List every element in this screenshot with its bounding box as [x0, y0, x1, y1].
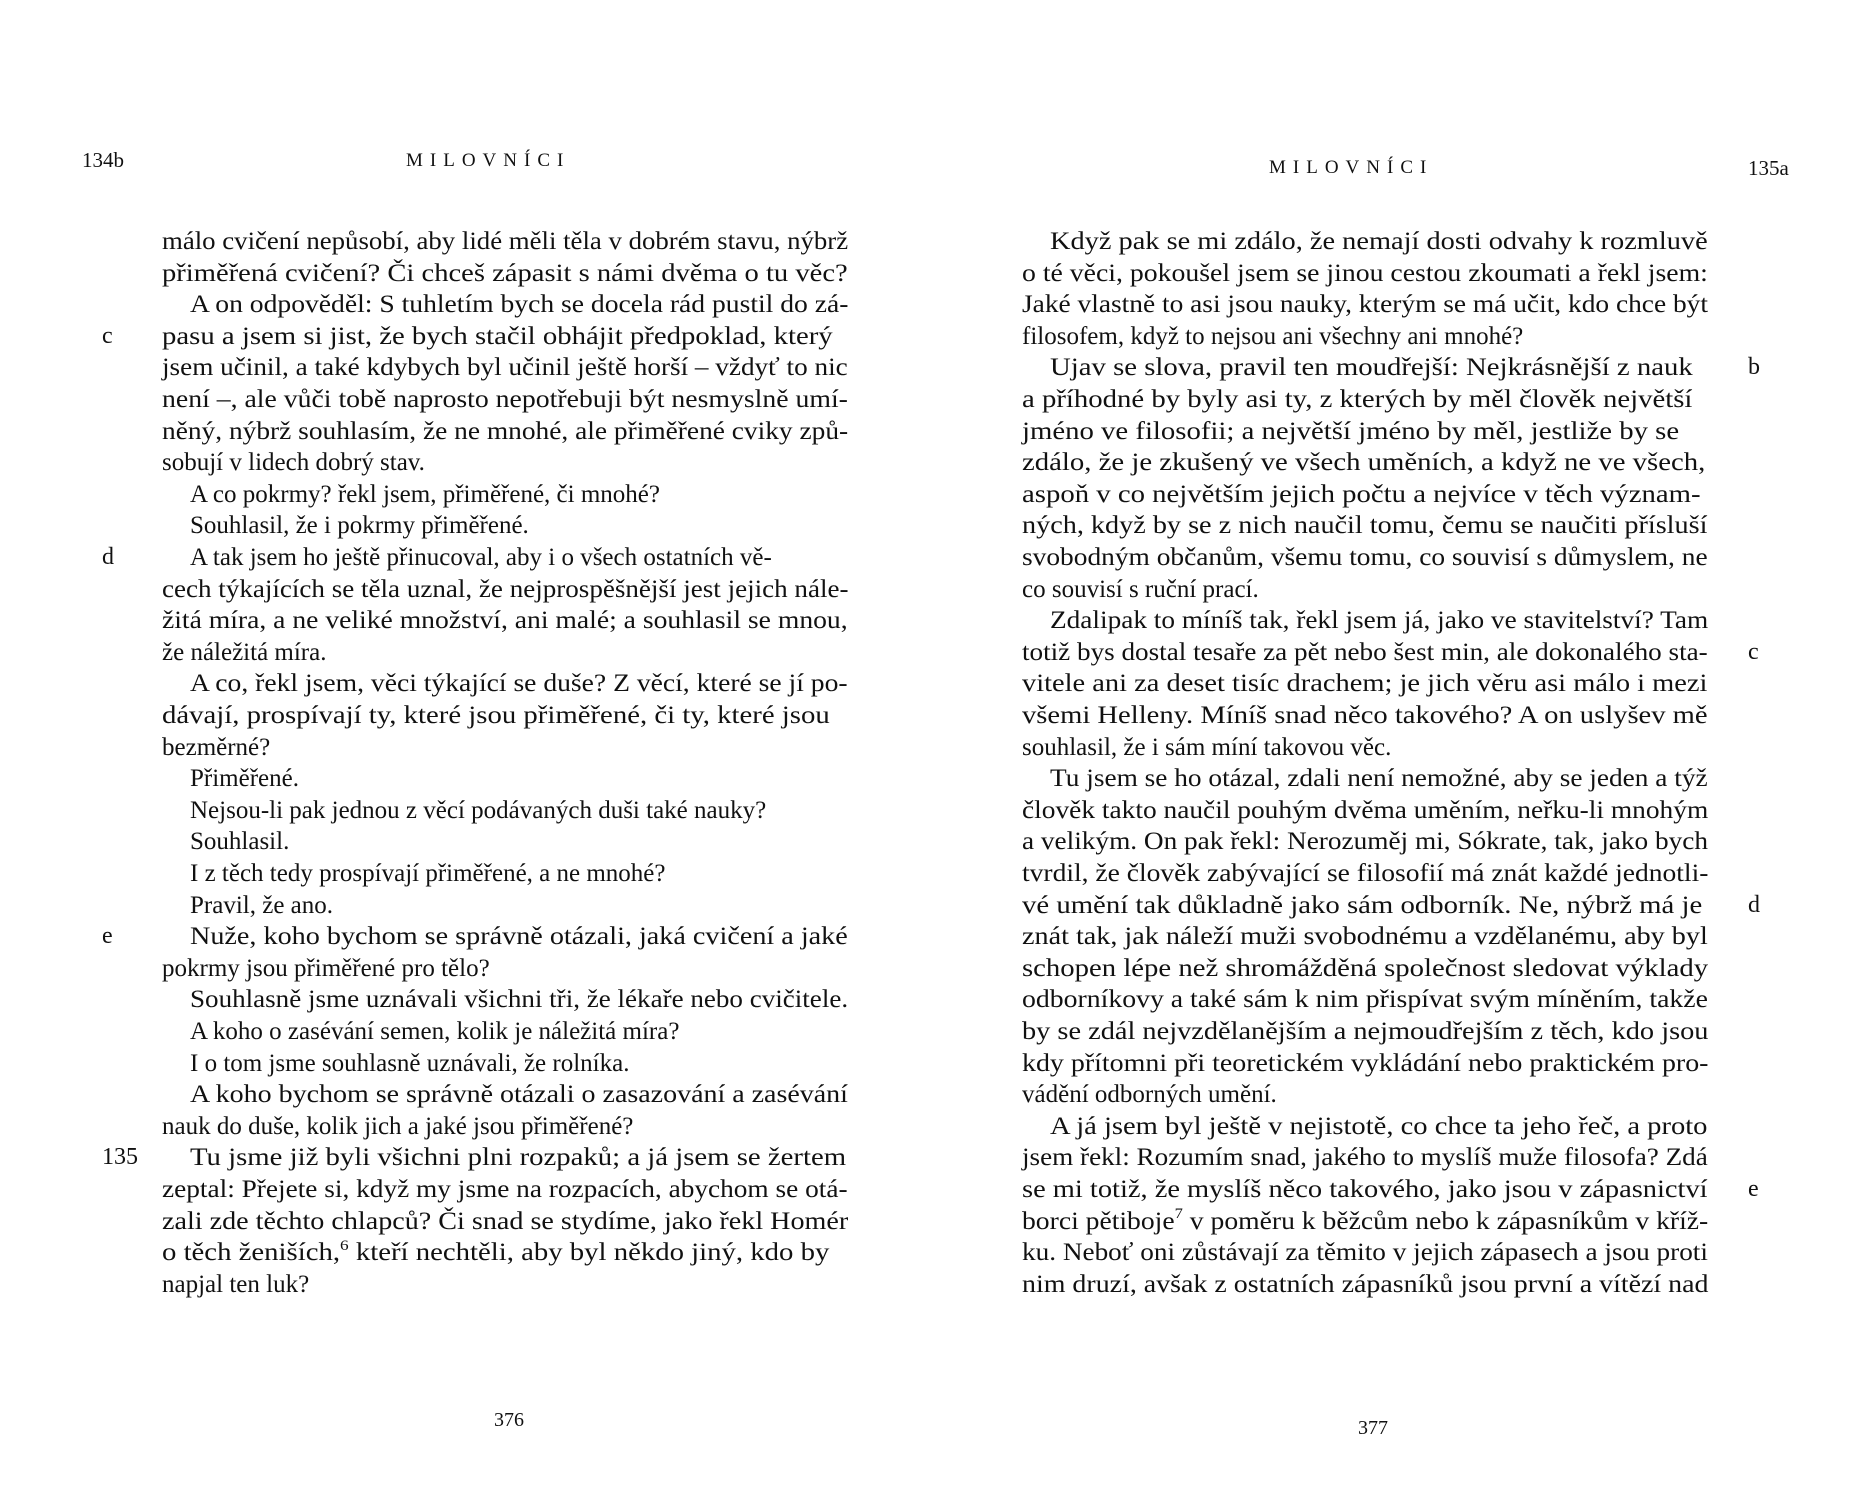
text-line [162, 226, 848, 257]
line-text: že náležitá míra. [162, 638, 327, 666]
margin-reference: c [1748, 638, 1759, 665]
text-line [1022, 447, 1705, 478]
line-text: zdálo, že je zkušený ve všech uměních, a když ne ve všech, [1022, 449, 1706, 477]
margin-reference: c [102, 322, 113, 349]
line-text: kdy přítomni při teoretickém vykládání nebo praktickém pro- [1022, 1049, 1709, 1077]
line-text: I z těch tedy prospívají přiměřené, a ne mnohé? [190, 860, 666, 887]
text-line [1022, 510, 1707, 541]
text-line [1022, 258, 1708, 289]
text-line [190, 921, 848, 952]
text-line [1022, 700, 1708, 731]
line-text: by se zdál nejvzdělanějším a nejmoudřejším z těch, kdo jsou [1022, 1018, 1709, 1045]
text-line [1022, 732, 1391, 763]
text-line [162, 574, 848, 605]
line-text: schopen lépe než shromážděná společnost sledovat výklady [1022, 954, 1709, 982]
line-text: Když pak se mi zdálo, že nemají dosti odvahy k rozmluvě [1050, 228, 1708, 255]
text-line [190, 795, 766, 826]
text-line [162, 953, 490, 984]
text-line [162, 258, 848, 289]
line-text: A co pokrmy? řekl jsem, přiměřené, či mnohé? [190, 480, 660, 508]
stephanus-reference: 135a [1748, 156, 1789, 180]
text-line [1050, 226, 1708, 257]
line-text: a velikým. On pak řekl: Nerozuměj mi, Sókrate, tak, jako bych [1022, 828, 1708, 856]
line-text: nauk do duše, kolik jich a jaké jsou přiměřené? [162, 1112, 634, 1140]
line-text: odborníkovy a také sám k nim přispívat svým míněním, takže [1022, 986, 1708, 1014]
text-line [162, 1206, 848, 1237]
line-text: A koho o zasévání semen, kolik je náležitá míra? [190, 1018, 680, 1045]
text-line [190, 1142, 846, 1173]
line-text: všemi Helleny. Míníš snad něco takového? A on uslyšev mě [1022, 702, 1708, 729]
line-text: souhlasil, že i sám míní takovou věc. [1022, 733, 1392, 761]
line-text: znát tak, jak náleží muži svobodnému a vzdělanému, aby byl [1022, 923, 1708, 951]
text-line [190, 668, 848, 699]
text-line [190, 763, 299, 794]
text-line [190, 1016, 679, 1047]
text-line [1022, 416, 1679, 447]
text-line [1050, 763, 1708, 794]
line-text: žitá míra, a ne veliké množství, ani malé; a souhlasil se mnou, [162, 607, 848, 635]
line-text: tvrdil, že člověk zabývající se filosofií má znát každé jednotli- [1022, 860, 1709, 887]
line-text: Nejsou-li pak jednou z věcí podávaných duši také nauky? [190, 796, 767, 824]
stephanus-reference: 134b [82, 148, 124, 172]
line-text: nim druzí, avšak z ostatních zápasníků jsou první a vítězí nad [1022, 1270, 1709, 1298]
text-line [1022, 795, 1708, 826]
line-text: ných, když by se z nich naučil tomu, čemu se naučiti přísluší [1022, 512, 1708, 540]
text-line [162, 321, 833, 352]
text-line [190, 479, 660, 510]
line-text: vádění odborných umění. [1022, 1081, 1277, 1109]
line-text: málo cvičení nepůsobí, aby lidé měli těla v dobrém stavu, nýbrž [162, 228, 849, 255]
text-line [1022, 542, 1708, 573]
line-text: aspoň v co největším jejich počtu a nejvíce v těch význam- [1022, 480, 1701, 508]
line-text: totiž bys dostal tesaře za pět nebo šest min, ale dokonalého sta- [1022, 638, 1708, 666]
line-text: člověk takto naučil pouhým dvěma uměním, neřku-li mnohým [1022, 796, 1709, 824]
running-title: MILOVNÍCI [406, 150, 571, 171]
margin-reference: 135 [102, 1144, 138, 1171]
line-text-continued: v poměru k běžcům nebo k zápasníkům v kříž- [1182, 1207, 1709, 1235]
text-line [1050, 1111, 1707, 1142]
text-line [1022, 1237, 1708, 1268]
footnote-marker: 6 [340, 1237, 349, 1254]
text-line [1022, 479, 1701, 510]
text-line [1022, 1142, 1708, 1173]
line-text: Jaké vlastně to asi jsou nauky, kterým se má učit, kdo chce být [1022, 291, 1708, 319]
right-page [931, 0, 1862, 1501]
text-line [1022, 826, 1708, 857]
line-text: něný, nýbrž souhlasím, že ne mnohé, ale přiměřené cviky způ- [162, 417, 849, 445]
line-text: jsem řekl: Rozumím snad, jakého to myslíš muže filosofa? Zdá [1022, 1144, 1708, 1172]
line-text: borci pětiboje [1022, 1207, 1175, 1235]
text-line [190, 890, 333, 921]
line-text: bezměrné? [162, 733, 271, 761]
text-line [1022, 1016, 1708, 1047]
line-text: vitele ani za deset tisíc drachem; je jich věru asi málo i mezi [1022, 670, 1708, 698]
text-line [190, 1079, 848, 1110]
line-text: cech týkajících se těla uznal, že nejprospěšnější jest jejich nále- [162, 575, 849, 603]
line-text: o té věci, pokoušel jsem se jinou cestou zkoumati a řekl jsem: [1022, 259, 1708, 287]
line-text: zali zde těchto chlapců? Či snad se stydíme, jako řekl Homér [162, 1207, 849, 1235]
line-text: vé umění tak důkladně jako sám odborník. Ne, nýbrž má je [1022, 891, 1703, 919]
running-title: MILOVNÍCI [1269, 157, 1434, 178]
line-text: Tu jsem se ho otázal, zdali není nemožné, aby se jeden a týž [1050, 765, 1708, 793]
margin-reference: e [1748, 1176, 1759, 1202]
line-text: A koho bychom se správně otázali o zasazování a zasévání [190, 1081, 848, 1109]
text-line [1022, 1174, 1708, 1205]
text-line [162, 447, 425, 478]
line-text: A já jsem byl ještě v nejistotě, co chce ta jeho řeč, a proto [1050, 1112, 1708, 1140]
page-number: 376 [494, 1409, 524, 1431]
footnote-marker: 7 [1174, 1206, 1183, 1223]
text-line [162, 1237, 829, 1268]
text-line [190, 826, 289, 857]
line-text: Ujav se slova, pravil ten moudřejší: Nejkrásnější z nauk [1050, 354, 1693, 382]
text-line [1050, 352, 1693, 383]
text-line [190, 1048, 629, 1079]
line-text: napjal ten luk? [162, 1270, 310, 1298]
line-text: dávají, prospívají ty, které jsou přiměřené, či ty, které jsou [162, 702, 830, 729]
line-text: A on odpověděl: S tuhletím bych se docela rád pustil do zá- [190, 291, 849, 319]
line-text: jsem učinil, a také kdybych byl učinil ještě horší – vždyť to nic [162, 354, 848, 382]
text-line [162, 352, 848, 383]
margin-reference: e [102, 923, 113, 950]
text-line [1022, 921, 1708, 952]
text-line [1022, 321, 1523, 352]
text-line [1022, 858, 1708, 889]
line-text: není –, ale vůči tobě naprosto nepotřebuji být nesmyslně umí- [162, 386, 848, 413]
line-text: Souhlasně jsme uznávali všichni tři, že lékaře nebo cvičitele. [190, 986, 849, 1014]
margin-reference: b [1748, 354, 1760, 381]
line-text: Nuže, koho bychom se správně otázali, jaká cvičení a jaké [190, 923, 848, 951]
line-text: se mi totiž, že myslíš něco takového, jako jsou v zápasnictví [1022, 1176, 1708, 1203]
line-text: Přiměřené. [190, 765, 299, 793]
text-line [162, 1269, 309, 1300]
text-line [1022, 890, 1702, 921]
text-line [162, 1111, 633, 1142]
text-line [162, 732, 270, 763]
text-line [1022, 1079, 1277, 1110]
text-line [1050, 605, 1708, 636]
line-text: a příhodné by byly asi ty, z kterých by měl člověk největší [1022, 386, 1693, 413]
text-line [190, 984, 848, 1015]
text-line [1022, 1206, 1708, 1237]
text-line [190, 510, 529, 541]
text-line [162, 700, 830, 731]
line-text: pasu a jsem si jist, že bych stačil obhájit předpoklad, který [162, 322, 833, 350]
page-number: 377 [1358, 1417, 1388, 1439]
text-line [162, 1174, 848, 1205]
text-line [162, 416, 848, 447]
line-text: A tak jsem ho ještě přinucoval, aby i o všech ostatních vě- [190, 544, 772, 571]
text-line [1022, 984, 1708, 1015]
text-line [1022, 1048, 1708, 1079]
line-text: Tu jsme již byli všichni plni rozpaků; a já jsem se žertem [190, 1144, 847, 1172]
line-text: co souvisí s ruční prací. [1022, 575, 1259, 603]
text-line [190, 542, 772, 573]
text-line [162, 637, 326, 668]
line-text: sobují v lidech dobrý stav. [162, 449, 425, 477]
text-line [162, 384, 848, 415]
line-text: jméno ve filosofii; a největší jméno by měl, jestliže by se [1022, 417, 1680, 445]
line-text: filosofem, když to nejsou ani všechny ani mnohé? [1022, 322, 1524, 350]
line-text: pokrmy jsou přiměřené pro tělo? [162, 954, 490, 982]
line-text: svobodným občanům, všemu tomu, co souvisí s důmyslem, ne [1022, 544, 1708, 571]
text-line [190, 858, 666, 889]
text-line [1022, 574, 1259, 605]
text-line [1022, 1269, 1708, 1300]
line-text: ku. Neboť oni zůstávají za těmito v jejich zápasech a jsou proti [1022, 1239, 1708, 1267]
line-text: I o tom jsme souhlasně uznávali, že rolníka. [190, 1049, 630, 1077]
line-text-continued: kteří nechtěli, aby byl někdo jiný, kdo by [348, 1239, 830, 1267]
text-line [1022, 289, 1708, 320]
text-line [190, 289, 848, 320]
line-text: zeptal: Přejete si, když my jsme na rozpacích, abychom se otá- [162, 1176, 848, 1203]
line-text: A co, řekl jsem, věci týkající se duše? Z věcí, které se jí po- [190, 670, 848, 698]
text-line [1022, 953, 1708, 984]
text-line [1022, 668, 1707, 699]
line-text: Zdalipak to míníš tak, řekl jsem já, jako ve stavitelství? Tam [1050, 607, 1709, 635]
line-text: o těch ženiších, [162, 1239, 341, 1267]
line-text: Souhlasil. [190, 828, 290, 856]
text-line [1022, 384, 1692, 415]
text-line [162, 605, 848, 636]
margin-reference: d [102, 544, 114, 570]
line-text: Souhlasil, že i pokrmy přiměřené. [190, 512, 529, 540]
line-text: Pravil, že ano. [190, 891, 334, 919]
line-text: přiměřená cvičení? Či chceš zápasit s námi dvěma o tu věc? [162, 259, 848, 287]
text-line [1022, 637, 1708, 668]
margin-reference: d [1748, 891, 1760, 918]
